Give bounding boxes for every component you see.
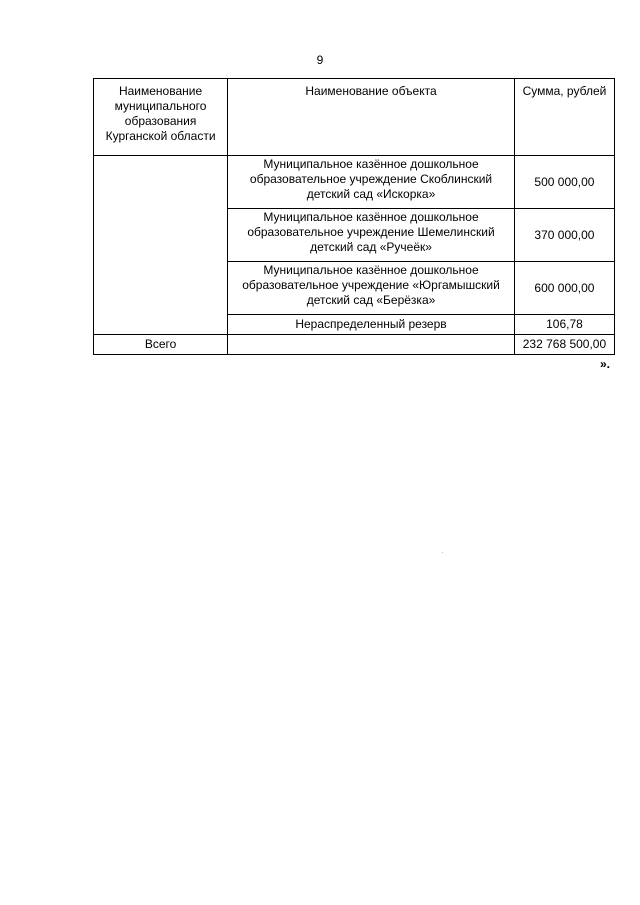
table-header-row (94, 79, 615, 156)
total-label: Всего (94, 335, 228, 355)
amount-cell: 370 000,00 (514, 209, 614, 262)
amount-cell: 500 000,00 (514, 156, 614, 209)
scan-speck (442, 552, 443, 553)
budget-table (93, 78, 615, 355)
header-municipality: Наименование муниципального образования Курганской области (94, 79, 228, 156)
page-number: 9 (316, 53, 324, 67)
object-name-cell: Муниципальное казённое дошкольное образовательное учреждение Шемелинский детский сад «Ручеёк» (228, 209, 515, 262)
reserve-label: Нераспределенный резерв (228, 315, 515, 335)
header-amount: Сумма, рублей (514, 79, 614, 156)
amount-cell: 600 000,00 (514, 262, 614, 315)
object-name-cell: Муниципальное казённое дошкольное образовательное учреждение Скоблинский детский сад «Искорка» (228, 156, 515, 209)
total-object-cell (228, 335, 515, 355)
object-name-cell: Муниципальное казённое дошкольное образовательное учреждение «Юргамышский детский сад «Берёзка» (228, 262, 515, 315)
total-row (94, 335, 615, 355)
total-amount: 232 768 500,00 (514, 335, 614, 355)
municipality-cell (94, 156, 228, 335)
reserve-amount: 106,78 (514, 315, 614, 335)
closing-quote-mark: ». (600, 357, 611, 371)
table-row (94, 156, 615, 209)
header-object: Наименование объекта (228, 79, 515, 156)
